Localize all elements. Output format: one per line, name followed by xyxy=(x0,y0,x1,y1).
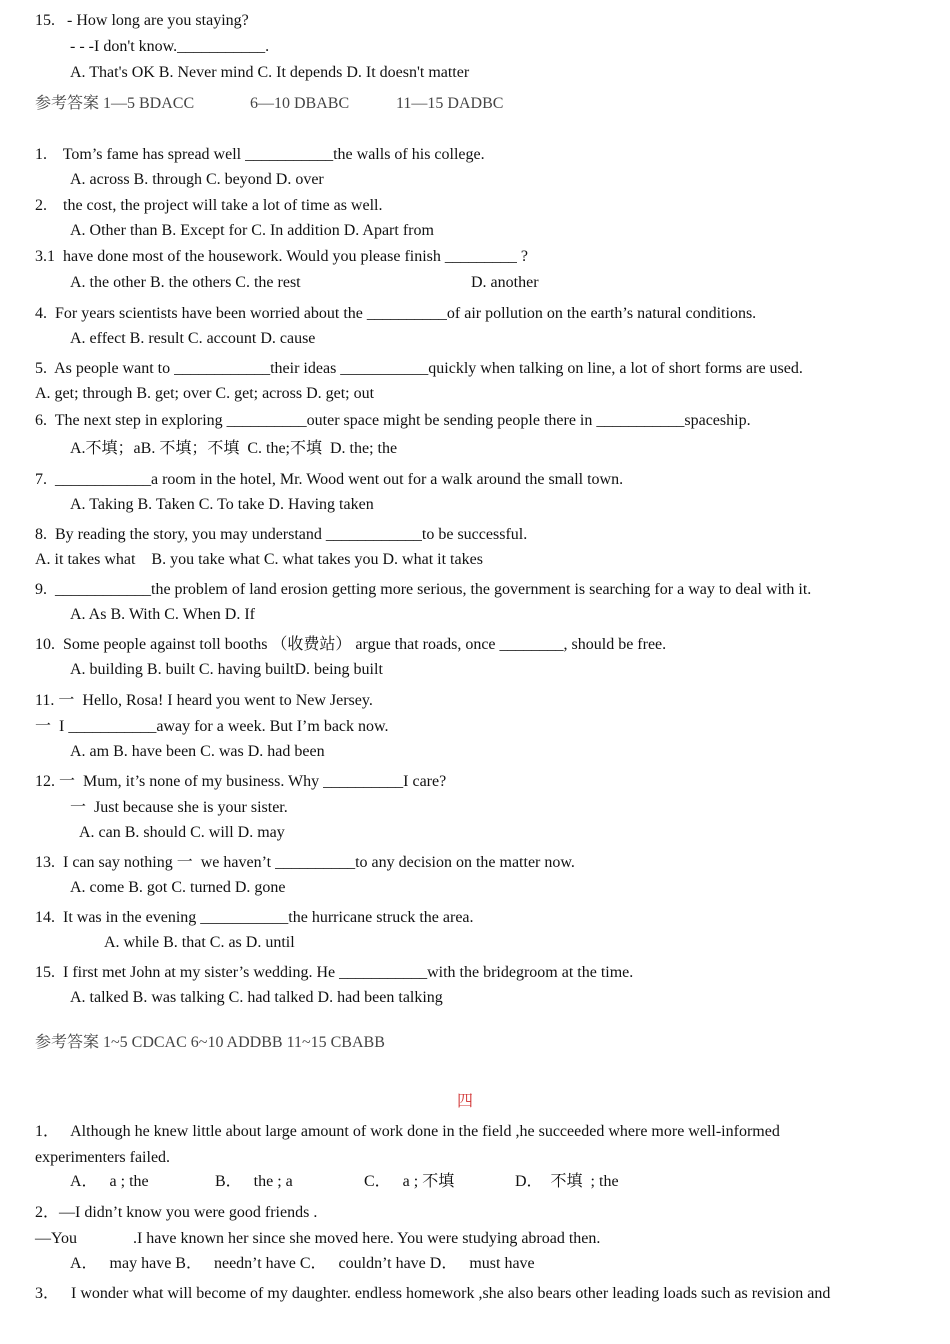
question-2-line-1: 2．—I didn’t know you were good friends . xyxy=(35,1204,318,1221)
answer-key-11-15: 11—15 DADBC xyxy=(396,95,504,112)
question-11-line-1: 11. 一 Hello, Rosa! I heard you went to New Jersey. xyxy=(35,692,373,709)
question-3-options: A. the other B. the others C. the rest xyxy=(70,274,301,291)
question-14-options: A. while B. that C. as D. until xyxy=(104,934,295,951)
question-14-stem: 14. It was in the evening ___________the hurricane struck the area. xyxy=(35,909,474,926)
question-4-stem: 4. For years scientists have been worried about the __________of air pollution on the earth’s natural conditions. xyxy=(35,305,757,322)
question-1-option-a: A． a ; the xyxy=(70,1173,149,1190)
question-2-stem: 2. the cost, the project will take a lot of time as well. xyxy=(35,197,383,214)
question-15-prompt: 15. - How long are you staying? xyxy=(35,12,249,29)
question-13-options: A. come B. got C. turned D. gone xyxy=(70,879,286,896)
question-2-options: A． may have B． needn’t have C． couldn’t have D． must have xyxy=(70,1255,535,1272)
question-12-line-2: 一 Just because she is your sister. xyxy=(70,799,288,816)
question-6-stem: 6. The next step in exploring __________outer space might be sending people there in ___________spaceship. xyxy=(35,412,751,429)
question-9-stem: 9. ____________the problem of land erosion getting more serious, the government is searching for a way to deal with it. xyxy=(35,581,812,598)
question-1-options: A. across B. through C. beyond D. over xyxy=(70,171,324,188)
question-7-options: A. Taking B. Taken C. To take D. Having taken xyxy=(70,496,374,513)
question-7-stem: 7. ____________a room in the hotel, Mr. Wood went out for a walk around the small town. xyxy=(35,471,624,488)
question-1-option-c: C． a ; 不填 xyxy=(364,1173,455,1190)
question-15-options: A. That's OK B. Never mind C. It depends D. It doesn't matter xyxy=(70,64,470,81)
question-10-options: A. building B. built C. having builtD. being built xyxy=(70,661,383,678)
question-13-stem: 13. I can say nothing 一 we haven’t __________to any decision on the matter now. xyxy=(35,854,575,871)
question-3-stem: 3.1 have done most of the housework. Would you please finish _________ ? xyxy=(35,248,529,265)
question-6-options: A.不填；aB. 不填；不填 C. the;不填 D. the; the xyxy=(70,440,398,457)
question-1-line-1: 1． Although he knew little about large amount of work done in the field ,he succeeded where more well-informed xyxy=(35,1123,780,1140)
question-2-options: A. Other than B. Except for C. In addition D. Apart from xyxy=(70,222,434,239)
question-3-option-d: D. another xyxy=(471,274,539,291)
question-9-options: A. As B. With C. When D. If xyxy=(70,606,255,623)
question-11-line-2: 一 I ___________away for a week. But I’m back now. xyxy=(35,718,389,735)
question-15-stem: 15. I first met John at my sister’s wedding. He ___________with the bridegroom at the time. xyxy=(35,964,634,981)
question-8-stem: 8. By reading the story, you may understand ____________to be successful. xyxy=(35,526,528,543)
question-1-line-2: experimenters failed. xyxy=(35,1149,171,1166)
answer-key-6-10: 6—10 DBABC xyxy=(250,95,350,112)
question-5-options: A. get; through B. get; over C. get; across D. get; out xyxy=(35,385,375,402)
question-15-reply: - - -I don't know.___________. xyxy=(70,38,270,55)
section-heading: 四 xyxy=(457,1093,474,1110)
question-12-options: A. can B. should C. will D. may xyxy=(79,824,285,841)
answer-key-1-5: 参考答案 1—5 BDACC xyxy=(35,95,195,112)
question-1-option-b: B． the ; a xyxy=(215,1173,293,1190)
question-3-line-1: 3． I wonder what will become of my daughter. endless homework ,she also bears other leading loads such as revision and xyxy=(35,1285,831,1302)
question-1-option-d: D． 不填 ; the xyxy=(515,1173,619,1190)
question-11-options: A. am B. have been C. was D. had been xyxy=(70,743,325,760)
answer-key: 参考答案 1~5 CDCAC 6~10 ADDBB 11~15 CBABB xyxy=(35,1034,385,1051)
question-1-stem: 1. Tom’s fame has spread well ___________the walls of his college. xyxy=(35,146,485,163)
question-4-options: A. effect B. result C. account D. cause xyxy=(70,330,316,347)
question-15-options: A. talked B. was talking C. had talked D. had been talking xyxy=(70,989,443,1006)
question-5-stem: 5. As people want to ____________their ideas ___________quickly when talking on line, a lot of short forms are used. xyxy=(35,360,803,377)
question-10-stem: 10. Some people against toll booths （收费站） argue that roads, once ________, should be free. xyxy=(35,636,667,653)
question-12-line-1: 12. 一 Mum, it’s none of my business. Why __________I care? xyxy=(35,773,447,790)
question-2-line-2: —You .I have known her since she moved here. You were studying abroad then. xyxy=(35,1230,601,1247)
question-8-options: A. it takes what B. you take what C. what takes you D. what it takes xyxy=(35,551,483,568)
